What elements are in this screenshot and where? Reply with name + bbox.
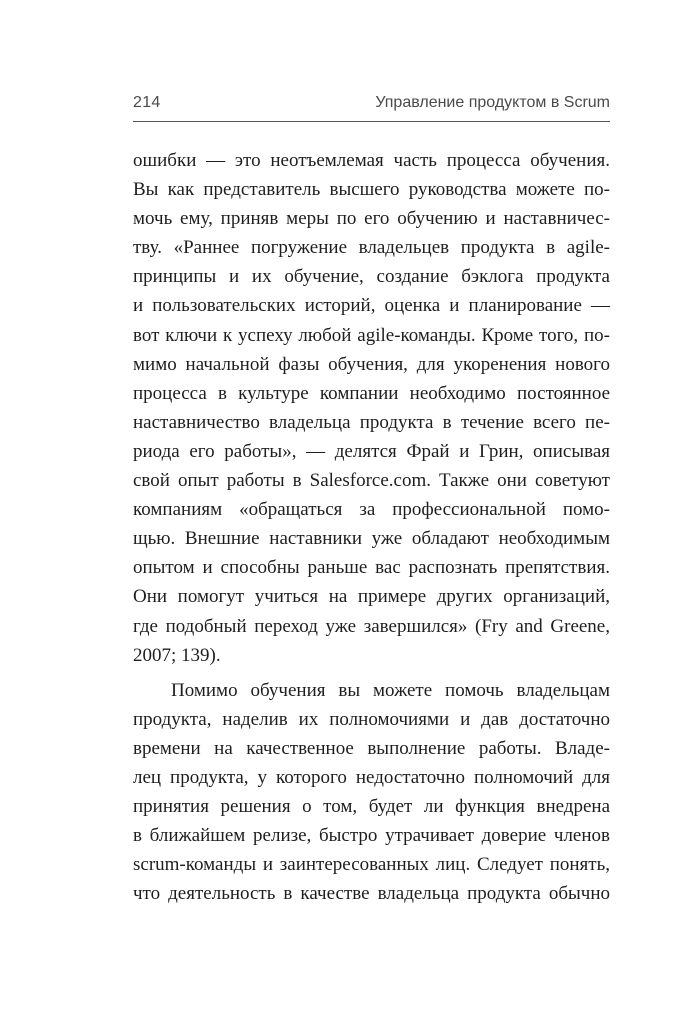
paragraph-1	[133, 146, 610, 670]
text-line: где подобный переход уже завершился» (Fry and Greene,	[133, 615, 610, 637]
text-line: принципы и их обучение, создание бэклога продукта	[133, 266, 610, 288]
text-line: что деятельность в качестве владельца продукта обычно	[133, 883, 610, 905]
text-line: Помимо обучения вы можете помочь владельцам	[171, 679, 610, 701]
text-line: щью. Внешние наставники уже обладают необходимым	[133, 528, 610, 550]
text-line: ошибки — это неотъемлемая часть процесса обучения.	[133, 150, 610, 171]
text-line: 2007; 139).	[133, 644, 221, 666]
text-line: наставничество владельца продукта в течение всего пе-	[133, 411, 610, 433]
text-line: риода его работы», — делятся Фрай и Грин, описывая	[133, 440, 610, 462]
body-text	[133, 146, 610, 908]
running-title: Управление продуктом в Scrum	[375, 94, 610, 111]
text-line: процесса в культуре компании необходимо постоянное	[133, 382, 610, 404]
text-line: продукта, наделив их полномочиями и дав достаточно	[133, 708, 610, 730]
text-line: Они помогут учиться на примере других организаций,	[133, 586, 610, 608]
text-line: в ближайшем релизе, быстро утрачивает доверие членов	[133, 825, 610, 847]
text-line: опытом и способны раньше вас распознать препятствия.	[133, 557, 610, 579]
text-line: лец продукта, у которого недостаточно полномочий для	[133, 766, 610, 788]
page-header	[133, 94, 610, 124]
text-line: тву. «Раннее погружение владельцев продукта в agile-	[133, 237, 610, 259]
text-line: принятия решения о том, будет ли функция внедрена	[133, 796, 610, 818]
text-line: мочь ему, приняв меры по его обучению и наставничес-	[133, 208, 610, 230]
page-number: 214	[133, 94, 161, 111]
text-line: Вы как представитель высшего руководства можете по-	[133, 179, 610, 201]
text-line: компаниям «обращаться за профессиональной помо-	[133, 499, 610, 521]
text-line: и пользовательских историй, оценка и планирование —	[133, 295, 610, 317]
text-line: scrum-команды и заинтересованных лиц. Следует понять,	[133, 854, 610, 876]
paragraph-2	[133, 676, 610, 909]
text-line: времени на качественное выполнение работы. Владе-	[133, 737, 610, 759]
text-line: свой опыт работы в Salesforce.com. Также они советуют	[133, 470, 610, 492]
header-divider	[133, 121, 610, 122]
text-line: мимо начальной фазы обучения, для укоренения нового	[133, 353, 610, 375]
text-line: вот ключи к успеху любой agile-команды. Кроме того, по-	[133, 324, 610, 346]
